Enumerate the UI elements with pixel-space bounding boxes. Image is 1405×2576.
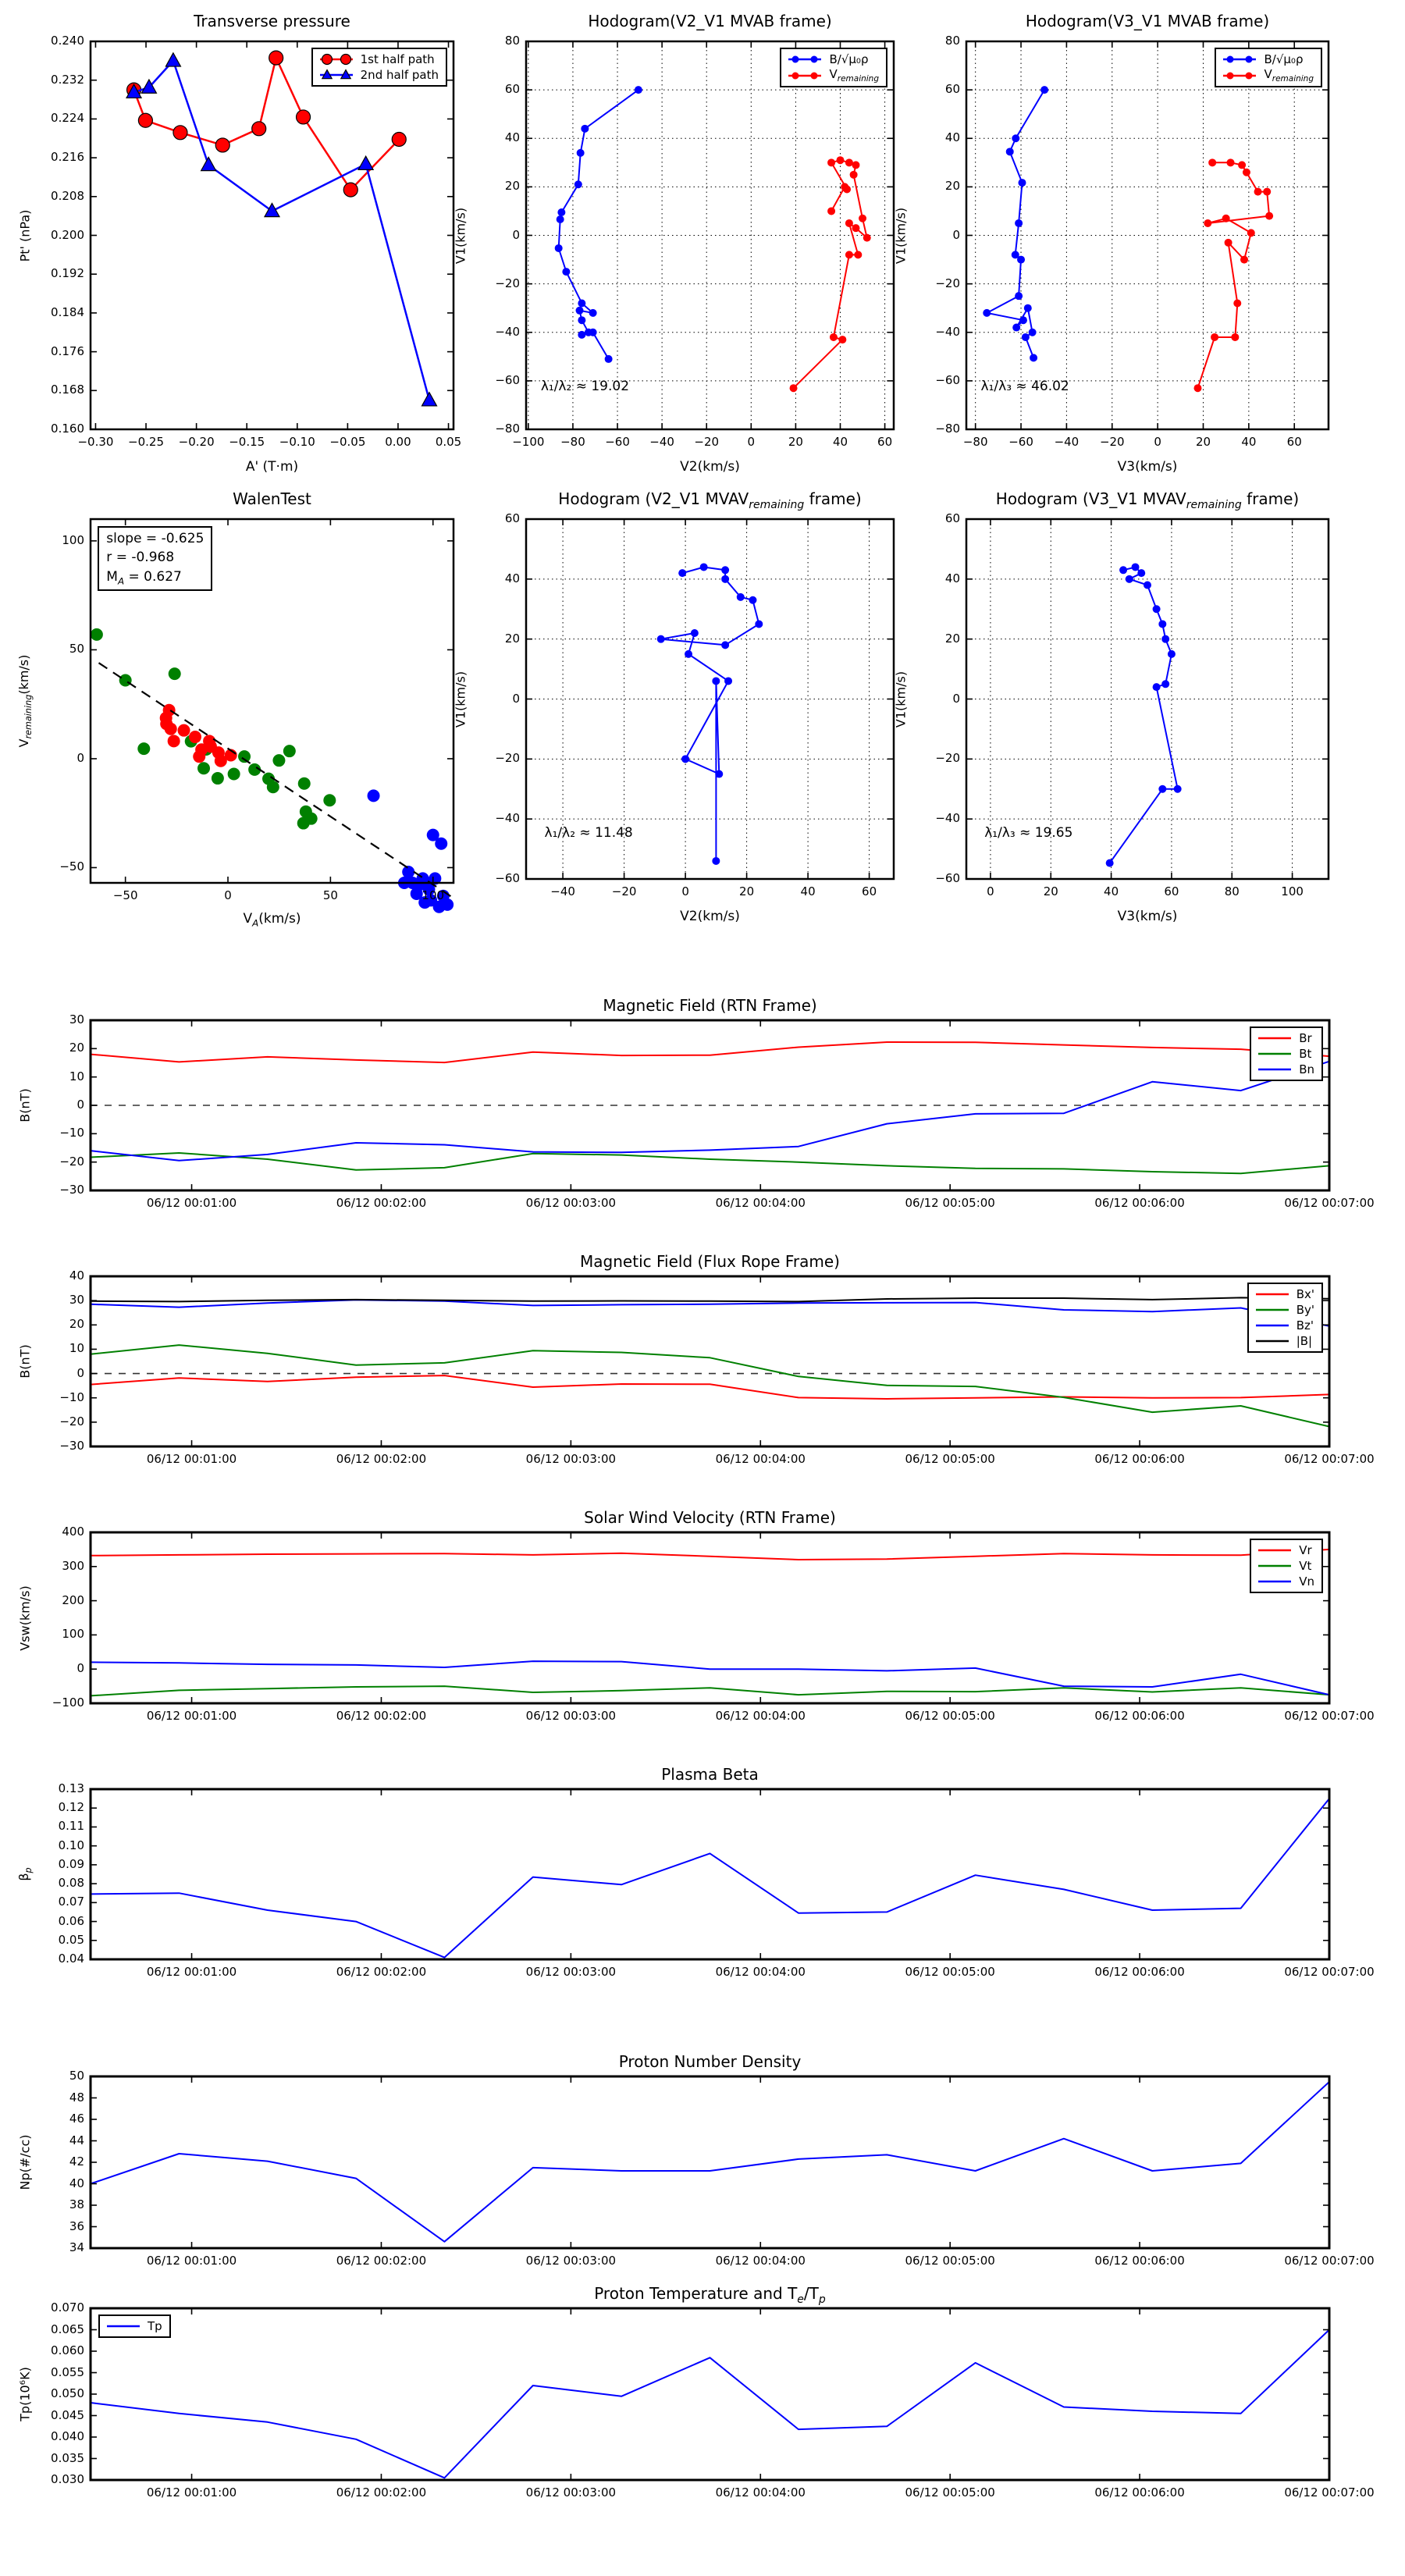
y-tick-label: 0.09 <box>58 1856 84 1871</box>
lambda-annotation: λ₁/λ₂ ≈ 19.02 <box>540 379 630 395</box>
y-tick-label: −80 <box>935 422 960 436</box>
y-tick-label: 0.184 <box>51 304 84 319</box>
x-tick-label: −60 <box>1008 435 1033 449</box>
x-tick-label: 06/12 00:01:00 <box>146 1196 237 1210</box>
y-tick-label: 0.040 <box>51 2429 84 2443</box>
x-tick-label: 06/12 00:06:00 <box>1094 1452 1185 1466</box>
y-tick-label: 0.030 <box>51 2472 84 2486</box>
legend-item: 1st half path <box>318 52 439 67</box>
y-tick-label: 0.070 <box>51 2300 84 2314</box>
y-tick-label: 20 <box>504 631 520 646</box>
y-tick-label: 0.208 <box>51 188 84 203</box>
x-tick-label: 06/12 00:05:00 <box>905 1196 995 1210</box>
x-tick-label: 60 <box>862 884 877 898</box>
y-tick-label: 0.12 <box>58 1800 84 1815</box>
plot-title: Hodogram (V2_V1 $MVAV_{remaining}$ frame) <box>558 489 862 511</box>
legend-box <box>1247 1283 1323 1353</box>
stats-annotation: slope = -0.625 r = -0.968 $M_A = 0.627$ <box>98 526 212 591</box>
x-tick-label: 06/12 00:02:00 <box>336 1452 427 1466</box>
legend-box <box>780 48 887 87</box>
plot-hodogram-v2v1-mvab <box>453 12 894 475</box>
x-tick-label: −20 <box>611 884 637 898</box>
y-tick-label: −60 <box>495 372 520 387</box>
y-tick-label: 0 <box>76 750 84 765</box>
x-tick-label: 06/12 00:06:00 <box>1094 1709 1185 1723</box>
y-tick-label: −20 <box>935 751 960 766</box>
legend-box <box>311 48 447 87</box>
y-tick-label: −40 <box>935 324 960 339</box>
y-tick-label: −30 <box>59 1439 84 1453</box>
x-axis-label: $V_A(km/s)$ <box>243 910 301 928</box>
y-axis-label: $V_{remaining}(km/s)$ <box>16 654 34 748</box>
y-tick-label: 0.060 <box>51 2343 84 2357</box>
x-tick-label: 40 <box>800 884 816 898</box>
y-tick-label: −50 <box>59 859 84 874</box>
y-tick-label: 100 <box>62 1627 84 1642</box>
x-tick-label: 06/12 00:03:00 <box>525 2254 617 2268</box>
y-axis-label: Np(#/cc) <box>17 2134 33 2190</box>
x-tick-label: −0.30 <box>77 435 114 449</box>
y-tick-label: 300 <box>62 1558 84 1573</box>
plot-title: WalenTest <box>233 489 311 508</box>
x-tick-label: 20 <box>739 884 755 898</box>
x-tick-label: 06/12 00:05:00 <box>905 1709 995 1723</box>
x-tick-label: 06/12 00:04:00 <box>715 2485 806 2500</box>
y-tick-label: 40 <box>69 1268 84 1283</box>
x-tick-label: −0.10 <box>279 435 315 449</box>
y-tick-label: 40 <box>504 130 520 145</box>
x-tick-label: 06/12 00:01:00 <box>146 1965 237 1979</box>
x-tick-label: 40 <box>1241 435 1257 449</box>
plot-title: Solar Wind Velocity (RTN Frame) <box>584 1508 836 1527</box>
legend-box <box>1250 1539 1323 1593</box>
y-tick-label: 0 <box>512 227 520 242</box>
y-tick-label: −20 <box>935 276 960 290</box>
y-tick-label: 0.045 <box>51 2407 84 2422</box>
legend-box <box>1215 48 1322 87</box>
y-tick-label: −80 <box>495 422 520 436</box>
x-axis-label: V3(km/s) <box>1117 459 1178 475</box>
x-tick-label: 0.00 <box>385 435 411 449</box>
x-tick-label: 06/12 00:04:00 <box>715 2254 806 2268</box>
lambda-annotation: λ₁/λ₃ ≈ 19.65 <box>984 824 1073 841</box>
x-tick-label: 06/12 00:03:00 <box>525 1709 617 1723</box>
y-tick-label: −20 <box>59 1414 84 1429</box>
x-tick-label: 50 <box>322 888 338 902</box>
x-tick-label: 06/12 00:01:00 <box>146 1452 237 1466</box>
legend-item: Bn <box>1299 1062 1314 1076</box>
x-tick-label: 06/12 00:07:00 <box>1284 1709 1375 1723</box>
y-tick-label: 36 <box>69 2218 84 2233</box>
x-tick-label: 06/12 00:02:00 <box>336 1709 427 1723</box>
plot-solar-wind-velocity <box>17 1508 1375 1723</box>
y-tick-label: 60 <box>504 82 520 97</box>
y-axis-label: B(nT) <box>17 1088 33 1123</box>
x-tick-label: 100 <box>422 888 445 902</box>
y-tick-label: 10 <box>69 1341 84 1356</box>
y-tick-label: 20 <box>944 631 960 646</box>
x-tick-label: 0.05 <box>435 435 462 449</box>
y-tick-label: 0.192 <box>51 266 84 281</box>
x-tick-label: 06/12 00:04:00 <box>715 1452 806 1466</box>
y-tick-label: 0 <box>952 227 960 242</box>
legend-item: 2nd half path <box>318 67 439 83</box>
y-tick-label: 46 <box>69 2112 84 2126</box>
y-axis-label: V1(km/s) <box>453 671 468 728</box>
x-tick-label: 06/12 00:06:00 <box>1094 1196 1185 1210</box>
x-tick-label: 0 <box>1154 435 1161 449</box>
x-tick-label: 06/12 00:06:00 <box>1094 1965 1185 1979</box>
x-tick-label: 06/12 00:01:00 <box>146 2254 237 2268</box>
y-tick-label: 0.160 <box>51 422 84 436</box>
y-tick-label: 0.04 <box>58 1952 84 1966</box>
y-tick-label: 0.035 <box>51 2450 84 2465</box>
plot-title: Magnetic Field (RTN Frame) <box>603 996 817 1015</box>
x-tick-label: 20 <box>788 435 803 449</box>
y-tick-label: 20 <box>69 1317 84 1332</box>
legend-item: Vr <box>1299 1543 1312 1557</box>
x-tick-label: 06/12 00:03:00 <box>525 1452 617 1466</box>
y-tick-label: 0.08 <box>58 1876 84 1891</box>
x-tick-label: 0 <box>224 888 232 902</box>
y-tick-label: 50 <box>69 2069 84 2083</box>
x-tick-label: 06/12 00:03:00 <box>525 1965 617 1979</box>
y-tick-label: 40 <box>944 571 960 585</box>
y-tick-label: −10 <box>59 1389 84 1404</box>
x-tick-label: 0 <box>747 435 756 449</box>
x-tick-label: −40 <box>1054 435 1080 449</box>
x-tick-label: 60 <box>1164 884 1179 898</box>
legend-item: Vn <box>1299 1574 1314 1589</box>
y-tick-label: 80 <box>504 34 520 48</box>
y-axis-label: Tp(10⁶K) <box>17 2367 33 2421</box>
x-tick-label: 06/12 00:03:00 <box>525 2485 617 2500</box>
x-tick-label: 06/12 00:05:00 <box>905 2254 995 2268</box>
y-tick-label: −20 <box>495 751 520 766</box>
plot-hodogram-v3v1-mvab <box>893 12 1329 475</box>
x-tick-label: −0.20 <box>178 435 215 449</box>
x-tick-label: −80 <box>560 435 585 449</box>
y-tick-label: 0 <box>512 691 520 706</box>
y-tick-label: −20 <box>59 1154 84 1169</box>
y-tick-label: 30 <box>69 1012 84 1026</box>
plot-title: Transverse pressure <box>194 12 350 30</box>
x-tick-label: 06/12 00:02:00 <box>336 1196 427 1210</box>
y-tick-label: 400 <box>62 1525 84 1539</box>
y-tick-label: 50 <box>69 642 84 656</box>
y-tick-label: −40 <box>495 324 520 339</box>
plot-title: Proton Number Density <box>618 2052 802 2071</box>
lambda-annotation: λ₁/λ₃ ≈ 46.02 <box>980 379 1069 395</box>
x-tick-label: 06/12 00:05:00 <box>905 1452 995 1466</box>
x-tick-label: 80 <box>1224 884 1240 898</box>
legend-item: Bt <box>1299 1047 1312 1061</box>
y-tick-label: 0.200 <box>51 227 84 242</box>
x-tick-label: 0 <box>987 884 994 898</box>
y-tick-label: 0.168 <box>51 382 84 397</box>
x-axis-label: V2(km/s) <box>680 459 740 475</box>
y-axis-label: V1(km/s) <box>893 207 909 264</box>
x-axis-label: A' (T·m) <box>245 459 299 475</box>
y-axis-label: Vsw(km/s) <box>17 1585 33 1651</box>
x-tick-label: 40 <box>1104 884 1119 898</box>
x-tick-label: 06/12 00:06:00 <box>1094 2485 1185 2500</box>
y-tick-label: −30 <box>59 1183 84 1197</box>
y-tick-label: 80 <box>944 34 960 48</box>
plot-title: Magnetic Field (Flux Rope Frame) <box>580 1252 840 1271</box>
y-tick-label: 48 <box>69 2090 84 2105</box>
y-tick-label: 0.055 <box>51 2364 84 2379</box>
x-tick-label: 06/12 00:02:00 <box>336 1965 427 1979</box>
x-tick-label: 06/12 00:05:00 <box>905 1965 995 1979</box>
y-tick-label: 0.10 <box>58 1838 84 1852</box>
x-tick-label: 06/12 00:04:00 <box>715 1709 806 1723</box>
plot-title: Proton Temperature and $T_e/T_p$ <box>594 2284 826 2306</box>
x-tick-label: 06/12 00:04:00 <box>715 1965 806 1979</box>
plot-title: Plasma Beta <box>661 1765 759 1784</box>
y-tick-label: 60 <box>944 511 960 525</box>
x-tick-label: 06/12 00:02:00 <box>336 2485 427 2500</box>
x-axis-label: V3(km/s) <box>1117 909 1178 924</box>
y-axis-label: B(nT) <box>17 1344 33 1379</box>
y-tick-label: −10 <box>59 1126 84 1140</box>
y-tick-label: 0.11 <box>58 1819 84 1834</box>
legend-item: B/√μ₀ρ <box>786 52 879 67</box>
y-tick-label: 0.13 <box>58 1781 84 1795</box>
y-tick-label: 20 <box>944 179 960 194</box>
y-tick-label: −60 <box>935 871 960 885</box>
y-tick-label: 0.05 <box>58 1932 84 1947</box>
x-tick-label: −20 <box>1099 435 1125 449</box>
x-tick-label: 20 <box>1195 435 1211 449</box>
y-axis-label: V1(km/s) <box>893 671 909 728</box>
y-tick-label: −100 <box>52 1695 84 1710</box>
x-tick-label: −20 <box>694 435 720 449</box>
y-axis-label: Pt' (nPa) <box>17 209 33 262</box>
y-tick-label: 0 <box>952 691 960 706</box>
y-axis-label: $\beta_p$ <box>16 1867 34 1881</box>
plot-proton-temperature <box>17 2284 1375 2500</box>
y-tick-label: 60 <box>944 82 960 97</box>
legend-item: Tp <box>148 2319 162 2333</box>
x-tick-label: 06/12 00:03:00 <box>525 1196 617 1210</box>
legend-item: $V_{remaining}$ <box>786 67 879 84</box>
y-tick-label: −60 <box>935 372 960 387</box>
y-tick-label: 40 <box>944 130 960 145</box>
legend-item: B/√μ₀ρ <box>1221 52 1314 67</box>
x-tick-label: 06/12 00:01:00 <box>146 1709 237 1723</box>
y-tick-label: −20 <box>495 276 520 290</box>
x-tick-label: 06/12 00:02:00 <box>336 2254 427 2268</box>
y-tick-label: 200 <box>62 1592 84 1607</box>
x-tick-label: 60 <box>1286 435 1302 449</box>
x-tick-label: −50 <box>112 888 138 902</box>
y-tick-label: 40 <box>69 2176 84 2190</box>
x-tick-label: −80 <box>962 435 988 449</box>
x-tick-label: 06/12 00:01:00 <box>146 2485 237 2500</box>
y-tick-label: 38 <box>69 2197 84 2211</box>
x-tick-label: 06/12 00:04:00 <box>715 1196 806 1210</box>
y-tick-label: 60 <box>504 511 520 525</box>
legend-item: Bz' <box>1296 1318 1314 1332</box>
y-tick-label: 20 <box>504 179 520 194</box>
plot-title: Hodogram(V3_V1 MVAB frame) <box>1025 12 1270 30</box>
y-tick-label: 44 <box>69 2133 84 2147</box>
y-tick-label: 0.06 <box>58 1913 84 1928</box>
legend-box <box>98 2314 171 2338</box>
x-tick-label: 06/12 00:07:00 <box>1284 1196 1375 1210</box>
legend-item: |B| <box>1296 1334 1313 1348</box>
y-tick-label: −40 <box>935 811 960 826</box>
x-tick-label: 06/12 00:07:00 <box>1284 1452 1375 1466</box>
legend-item: $V_{remaining}$ <box>1221 67 1314 84</box>
plot-hodogram-v3v1-mvav <box>893 489 1329 924</box>
x-tick-label: −0.25 <box>128 435 165 449</box>
x-tick-label: 06/12 00:07:00 <box>1284 2254 1375 2268</box>
y-tick-label: 30 <box>69 1293 84 1308</box>
y-tick-label: 0.232 <box>51 72 84 87</box>
plot-title: Hodogram(V2_V1 MVAB frame) <box>588 12 832 30</box>
y-tick-label: 0 <box>76 1661 84 1676</box>
legend-item: Bx' <box>1296 1287 1314 1301</box>
x-tick-label: −40 <box>649 435 674 449</box>
plot-magnetic-field-rtn <box>17 996 1375 1210</box>
y-tick-label: 0 <box>76 1365 84 1380</box>
plot-magnetic-field-flux-rope <box>17 1252 1375 1466</box>
y-tick-label: 0.050 <box>51 2386 84 2400</box>
y-tick-label: 10 <box>69 1069 84 1083</box>
legend-item: By' <box>1296 1303 1314 1317</box>
x-tick-label: −40 <box>550 884 575 898</box>
x-tick-label: 06/12 00:05:00 <box>905 2485 995 2500</box>
x-tick-label: −100 <box>512 435 545 449</box>
x-tick-label: 100 <box>1281 884 1304 898</box>
y-tick-label: 0.216 <box>51 150 84 165</box>
x-tick-label: 06/12 00:07:00 <box>1284 2485 1375 2500</box>
x-axis-label: V2(km/s) <box>680 909 740 924</box>
legend-box <box>1250 1026 1323 1081</box>
y-tick-label: −60 <box>495 871 520 885</box>
y-tick-label: 0.065 <box>51 2322 84 2336</box>
y-tick-label: 34 <box>69 2240 84 2254</box>
x-tick-label: −0.05 <box>329 435 366 449</box>
y-tick-label: 100 <box>62 532 84 547</box>
x-tick-label: −60 <box>605 435 630 449</box>
y-axis-label: V1(km/s) <box>453 207 468 264</box>
x-tick-label: −0.15 <box>229 435 265 449</box>
y-tick-label: −40 <box>495 811 520 826</box>
plot-hodogram-v2v1-mvav <box>453 489 894 924</box>
x-tick-label: 20 <box>1043 884 1058 898</box>
y-tick-label: 0.224 <box>51 111 84 126</box>
y-tick-label: 20 <box>69 1041 84 1055</box>
plot-plasma-beta <box>16 1765 1375 1979</box>
y-tick-label: 42 <box>69 2154 84 2169</box>
plot-title: Hodogram (V3_V1 $MVAV_{remaining}$ frame) <box>995 489 1300 511</box>
x-tick-label: 60 <box>877 435 893 449</box>
x-tick-label: 40 <box>832 435 848 449</box>
legend-item: Vt <box>1299 1559 1312 1573</box>
y-tick-label: 0.07 <box>58 1895 84 1909</box>
lambda-annotation: λ₁/λ₂ ≈ 11.48 <box>544 824 633 841</box>
plot-proton-number-density <box>17 2052 1375 2268</box>
legend-item: Br <box>1299 1031 1312 1045</box>
y-tick-label: 0 <box>76 1098 84 1112</box>
plot-walen-test <box>16 489 454 928</box>
x-tick-label: 0 <box>681 884 689 898</box>
y-tick-label: 40 <box>504 571 520 585</box>
y-tick-label: 0.240 <box>51 34 84 48</box>
x-tick-label: 06/12 00:06:00 <box>1094 2254 1185 2268</box>
x-tick-label: 06/12 00:07:00 <box>1284 1965 1375 1979</box>
y-tick-label: 0.176 <box>51 343 84 358</box>
